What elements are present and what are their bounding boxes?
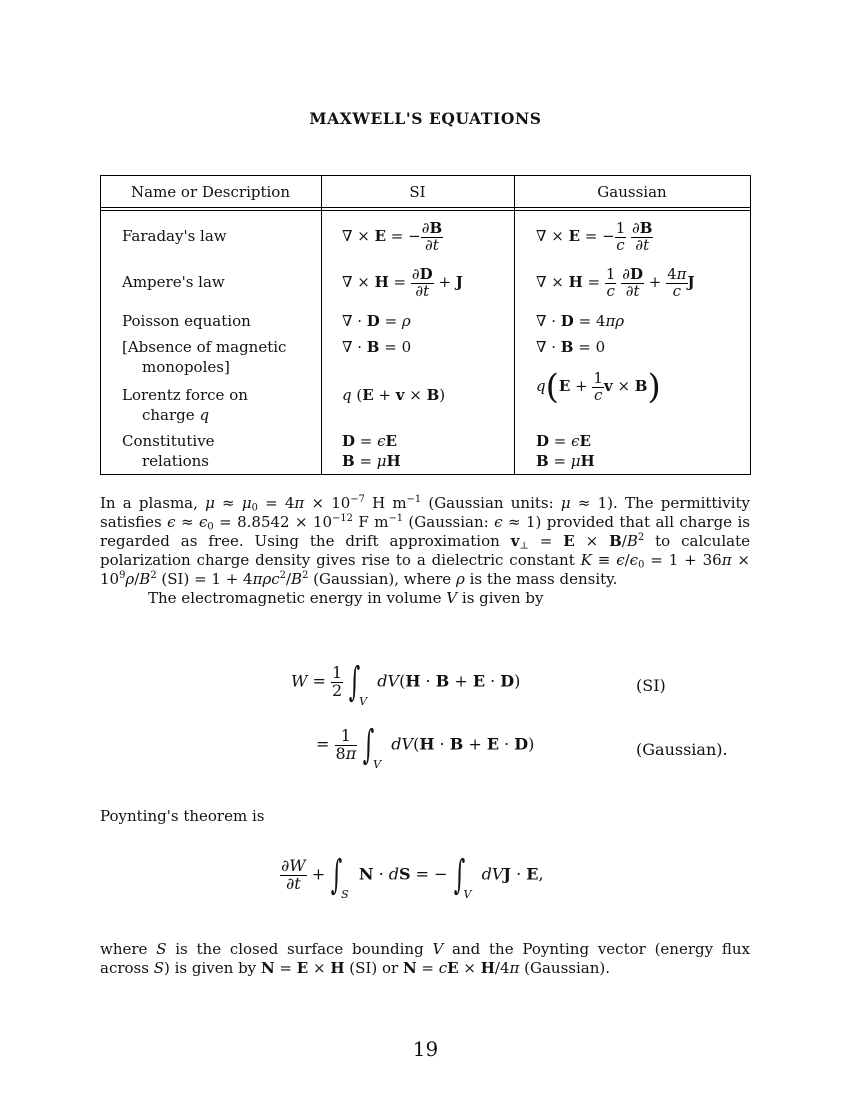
header-si: SI xyxy=(409,183,426,201)
header-gaussian: Gaussian xyxy=(597,183,667,201)
row-constitutive-name: Constitutive relations xyxy=(122,432,215,470)
poynting-intro: Poynting's theorem is xyxy=(100,807,265,825)
energy-label-si: (SI) xyxy=(636,676,666,695)
table-header-rule xyxy=(100,207,750,208)
poisson-si-equation: ∇ · D = ρ xyxy=(342,312,411,330)
energy-label-gaussian: (Gaussian). xyxy=(636,740,728,759)
monopoles-si-equation: ∇ · B = 0 xyxy=(342,338,412,356)
header-name: Name or Description xyxy=(131,183,290,201)
faraday-si-equation: ∇ × E = − $\frac{\partial B}{\partial t}$ xyxy=(342,218,443,254)
lorentz-si-equation: q (E + v × B) xyxy=(342,386,446,404)
monopoles-gaussian-equation: ∇ · B = 0 xyxy=(536,338,606,356)
row-lorentz-name: Lorentz force on charge q xyxy=(122,386,248,424)
ampere-si-equation: ∇ × H = $\frac{\partial D}{\partial t}$ + J xyxy=(342,264,463,300)
lorentz-gaussian-equation: q(E + $\frac{1}{c}$ v × B) xyxy=(536,367,661,407)
row-monopoles-name: [Absence of magnetic monopoles] xyxy=(122,338,287,376)
energy-equation-si: W = $\frac{1}{2}$ $\int_V$ dV(H · B + E · D) xyxy=(291,659,521,708)
constitutive-si-equations: D = ϵE B = μH xyxy=(342,432,401,470)
closing-paragraph: where S is the closed surface bounding V and the Poynting vector (energy flux across S) is given by N = E × H (SI) or N = cE × H/4π (Gaussian). xyxy=(100,940,750,977)
row-ampere-name: Ampere's law xyxy=(122,273,225,291)
ampere-gaussian-equation: ∇ × H = $\frac{1}{c}$ $\frac{\partial D}{\partial t}$ + $\frac{4\pi}{c}$ J xyxy=(536,264,695,300)
plasma-paragraph: In a plasma, $\mu \approx \mu_0 = 4\pi \times 10^{-7}$ H $m^{-1}$ (Gaussian units: μ ≈ 1). The permittivity satisfies $\epsilon \approx \epsilon_0 = 8.8542 \times 10^{-12}$ F $m^{-1}$ (Gaussian: ϵ ≈ 1) provided that all charge is regarded as free. Using the drift approximation $v_\perp = E \times B/B^2$ to calculate polarization charge density gives rise to a dielectric constant $K \equiv \epsilon/\epsilon_0 = 1 + 36\pi \times 10^9\rho/B^2$ $(SI) = 1 + 4\pi\rho c^2/B^2$ (Gaussian), where ρ is the mass density. The electromagnetic energy in volume V is given by xyxy=(100,493,751,607)
table-column-divider xyxy=(514,175,515,474)
row-poisson-name: Poisson equation xyxy=(122,312,251,330)
energy-equation-gaussian: = $\frac{1}{8\pi}$ $\int_V$ dV(H · B + E · D) xyxy=(316,722,535,771)
row-faraday-name: Faraday's law xyxy=(122,227,227,245)
constitutive-gaussian-equations: D = ϵE B = μH xyxy=(536,432,595,470)
page-number: 19 xyxy=(412,1037,439,1061)
poisson-gaussian-equation: ∇ · D = 4πρ xyxy=(536,312,625,330)
table-header-rule-double xyxy=(100,210,750,211)
poynting-theorem-equation: $\frac{\partial W}{\partial t}$ + $\int_S$ N · dS = − $\int_V$ dVJ · E, xyxy=(281,852,544,901)
page-title: MAXWELL'S EQUATIONS xyxy=(309,109,542,128)
table-column-divider xyxy=(321,175,322,474)
faraday-gaussian-equation: ∇ × E = − $\frac{1}{c}$ $\frac{\partial B}{\partial t}$ xyxy=(536,218,653,254)
